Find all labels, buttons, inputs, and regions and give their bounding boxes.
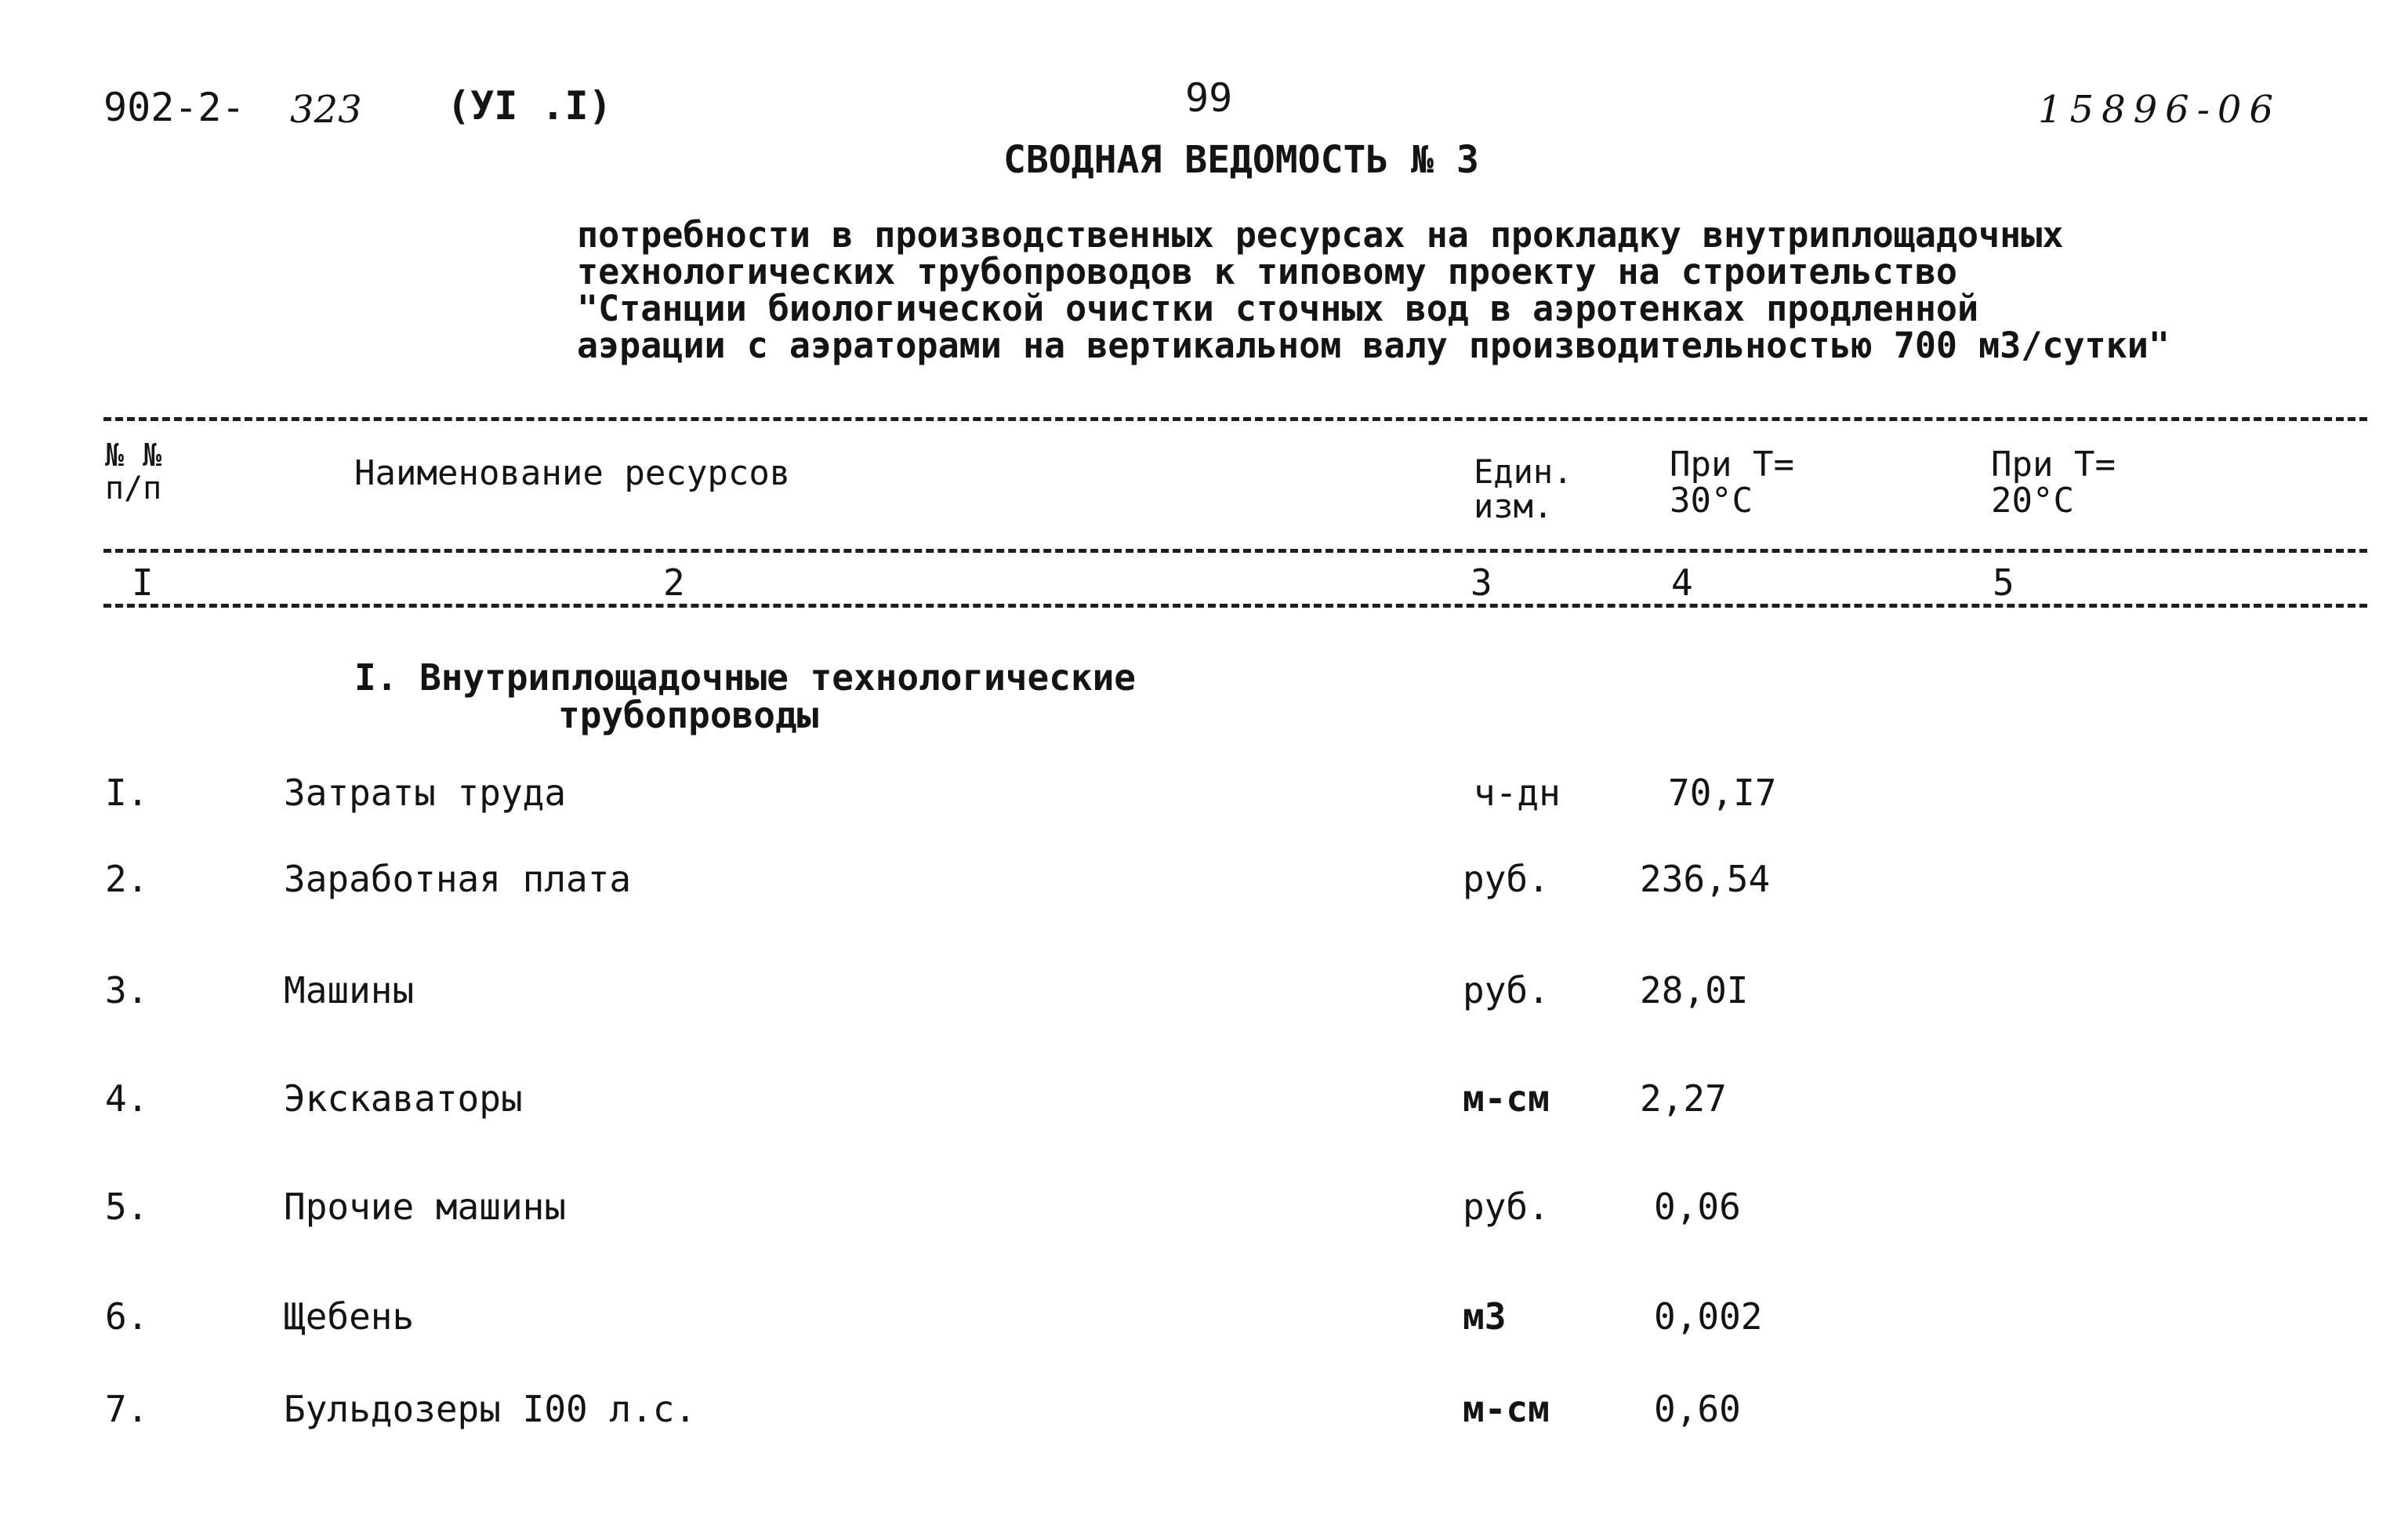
row-num: 2. — [105, 858, 149, 900]
table-row — [0, 1077, 2408, 1121]
row-t30: 0,06 — [1654, 1186, 1741, 1228]
row-t30: 0,60 — [1654, 1388, 1741, 1430]
row-unit: руб. — [1463, 858, 1550, 900]
row-name: Экскаваторы — [284, 1077, 523, 1120]
row-unit: м-см — [1463, 1077, 1550, 1120]
table-row — [0, 858, 2408, 902]
row-num: 7. — [105, 1388, 149, 1430]
row-name: Затраты труда — [284, 772, 567, 814]
col-header-num: № № п/п — [105, 438, 162, 507]
page-title: СВОДНАЯ ВЕДОМОСТЬ № 3 — [1003, 138, 1479, 182]
row-t30: 0,002 — [1654, 1295, 1763, 1338]
row-name: Щебень — [284, 1295, 415, 1338]
row-name: Бульдозеры I00 л.с. — [284, 1388, 697, 1430]
column-number-rule — [103, 604, 2367, 608]
row-t30: 2,27 — [1640, 1077, 1727, 1120]
doc-inventory-number: 15896-06 — [2038, 88, 2281, 132]
col-header-unit: Един. изм. — [1474, 452, 1573, 525]
row-num: 5. — [105, 1186, 149, 1228]
row-t30: 70,I7 — [1668, 772, 1777, 814]
subtitle-line: потребности в производственных ресурсах на прокладку внутриплощадочных — [577, 214, 2064, 256]
col-number-3: 3 — [1471, 561, 1492, 604]
header-rule — [103, 549, 2367, 553]
row-unit: м3 — [1463, 1295, 1507, 1338]
doc-series-number: 323 — [290, 88, 362, 132]
row-t30: 236,54 — [1640, 858, 1771, 900]
row-unit: ч-дн — [1474, 772, 1561, 814]
table-row — [0, 969, 2408, 1013]
table-row — [0, 1186, 2408, 1229]
page-subtitle — [577, 216, 2170, 364]
row-unit: м-см — [1463, 1388, 1550, 1430]
doc-volume: (УI .I) — [447, 83, 612, 129]
row-unit: руб. — [1463, 1186, 1550, 1228]
doc-series-prefix: 902-2- — [103, 85, 245, 130]
col-number-1: I — [132, 561, 154, 604]
row-name: Заработная плата — [284, 858, 632, 900]
row-name: Машины — [284, 969, 415, 1011]
col-number-4: 4 — [1671, 561, 1693, 604]
col-number-5: 5 — [1993, 561, 2015, 604]
subtitle-line: технологических трубопроводов к типовому проекту на строительство — [577, 251, 1957, 292]
row-num: I. — [105, 772, 149, 814]
page-number: 99 — [1185, 75, 1233, 121]
row-t30: 28,0I — [1640, 969, 1749, 1011]
col-header-t20: При T= 20°С — [1991, 445, 2116, 521]
table-row — [0, 772, 2408, 815]
table-row — [0, 1388, 2408, 1432]
col-number-2: 2 — [663, 561, 685, 604]
row-unit: руб. — [1463, 969, 1550, 1011]
table-top-rule — [103, 417, 2367, 421]
subtitle-line: "Станции биологической очистки сточных вод в аэротенках продленной — [577, 288, 1979, 329]
col-header-t30: При T= 30°С — [1670, 445, 1794, 521]
row-num: 3. — [105, 969, 149, 1011]
subtitle-line: аэрации с аэраторами на вертикальном валу производительностью 700 м3/сутки" — [577, 325, 2170, 366]
table-row — [0, 1295, 2408, 1339]
row-num: 6. — [105, 1295, 149, 1338]
row-name: Прочие машины — [284, 1186, 567, 1228]
col-header-name: Наименование ресурсов — [354, 453, 791, 493]
row-num: 4. — [105, 1077, 149, 1120]
section-heading: I. Внутриплощадочные технологические трубопроводы — [354, 656, 1136, 736]
